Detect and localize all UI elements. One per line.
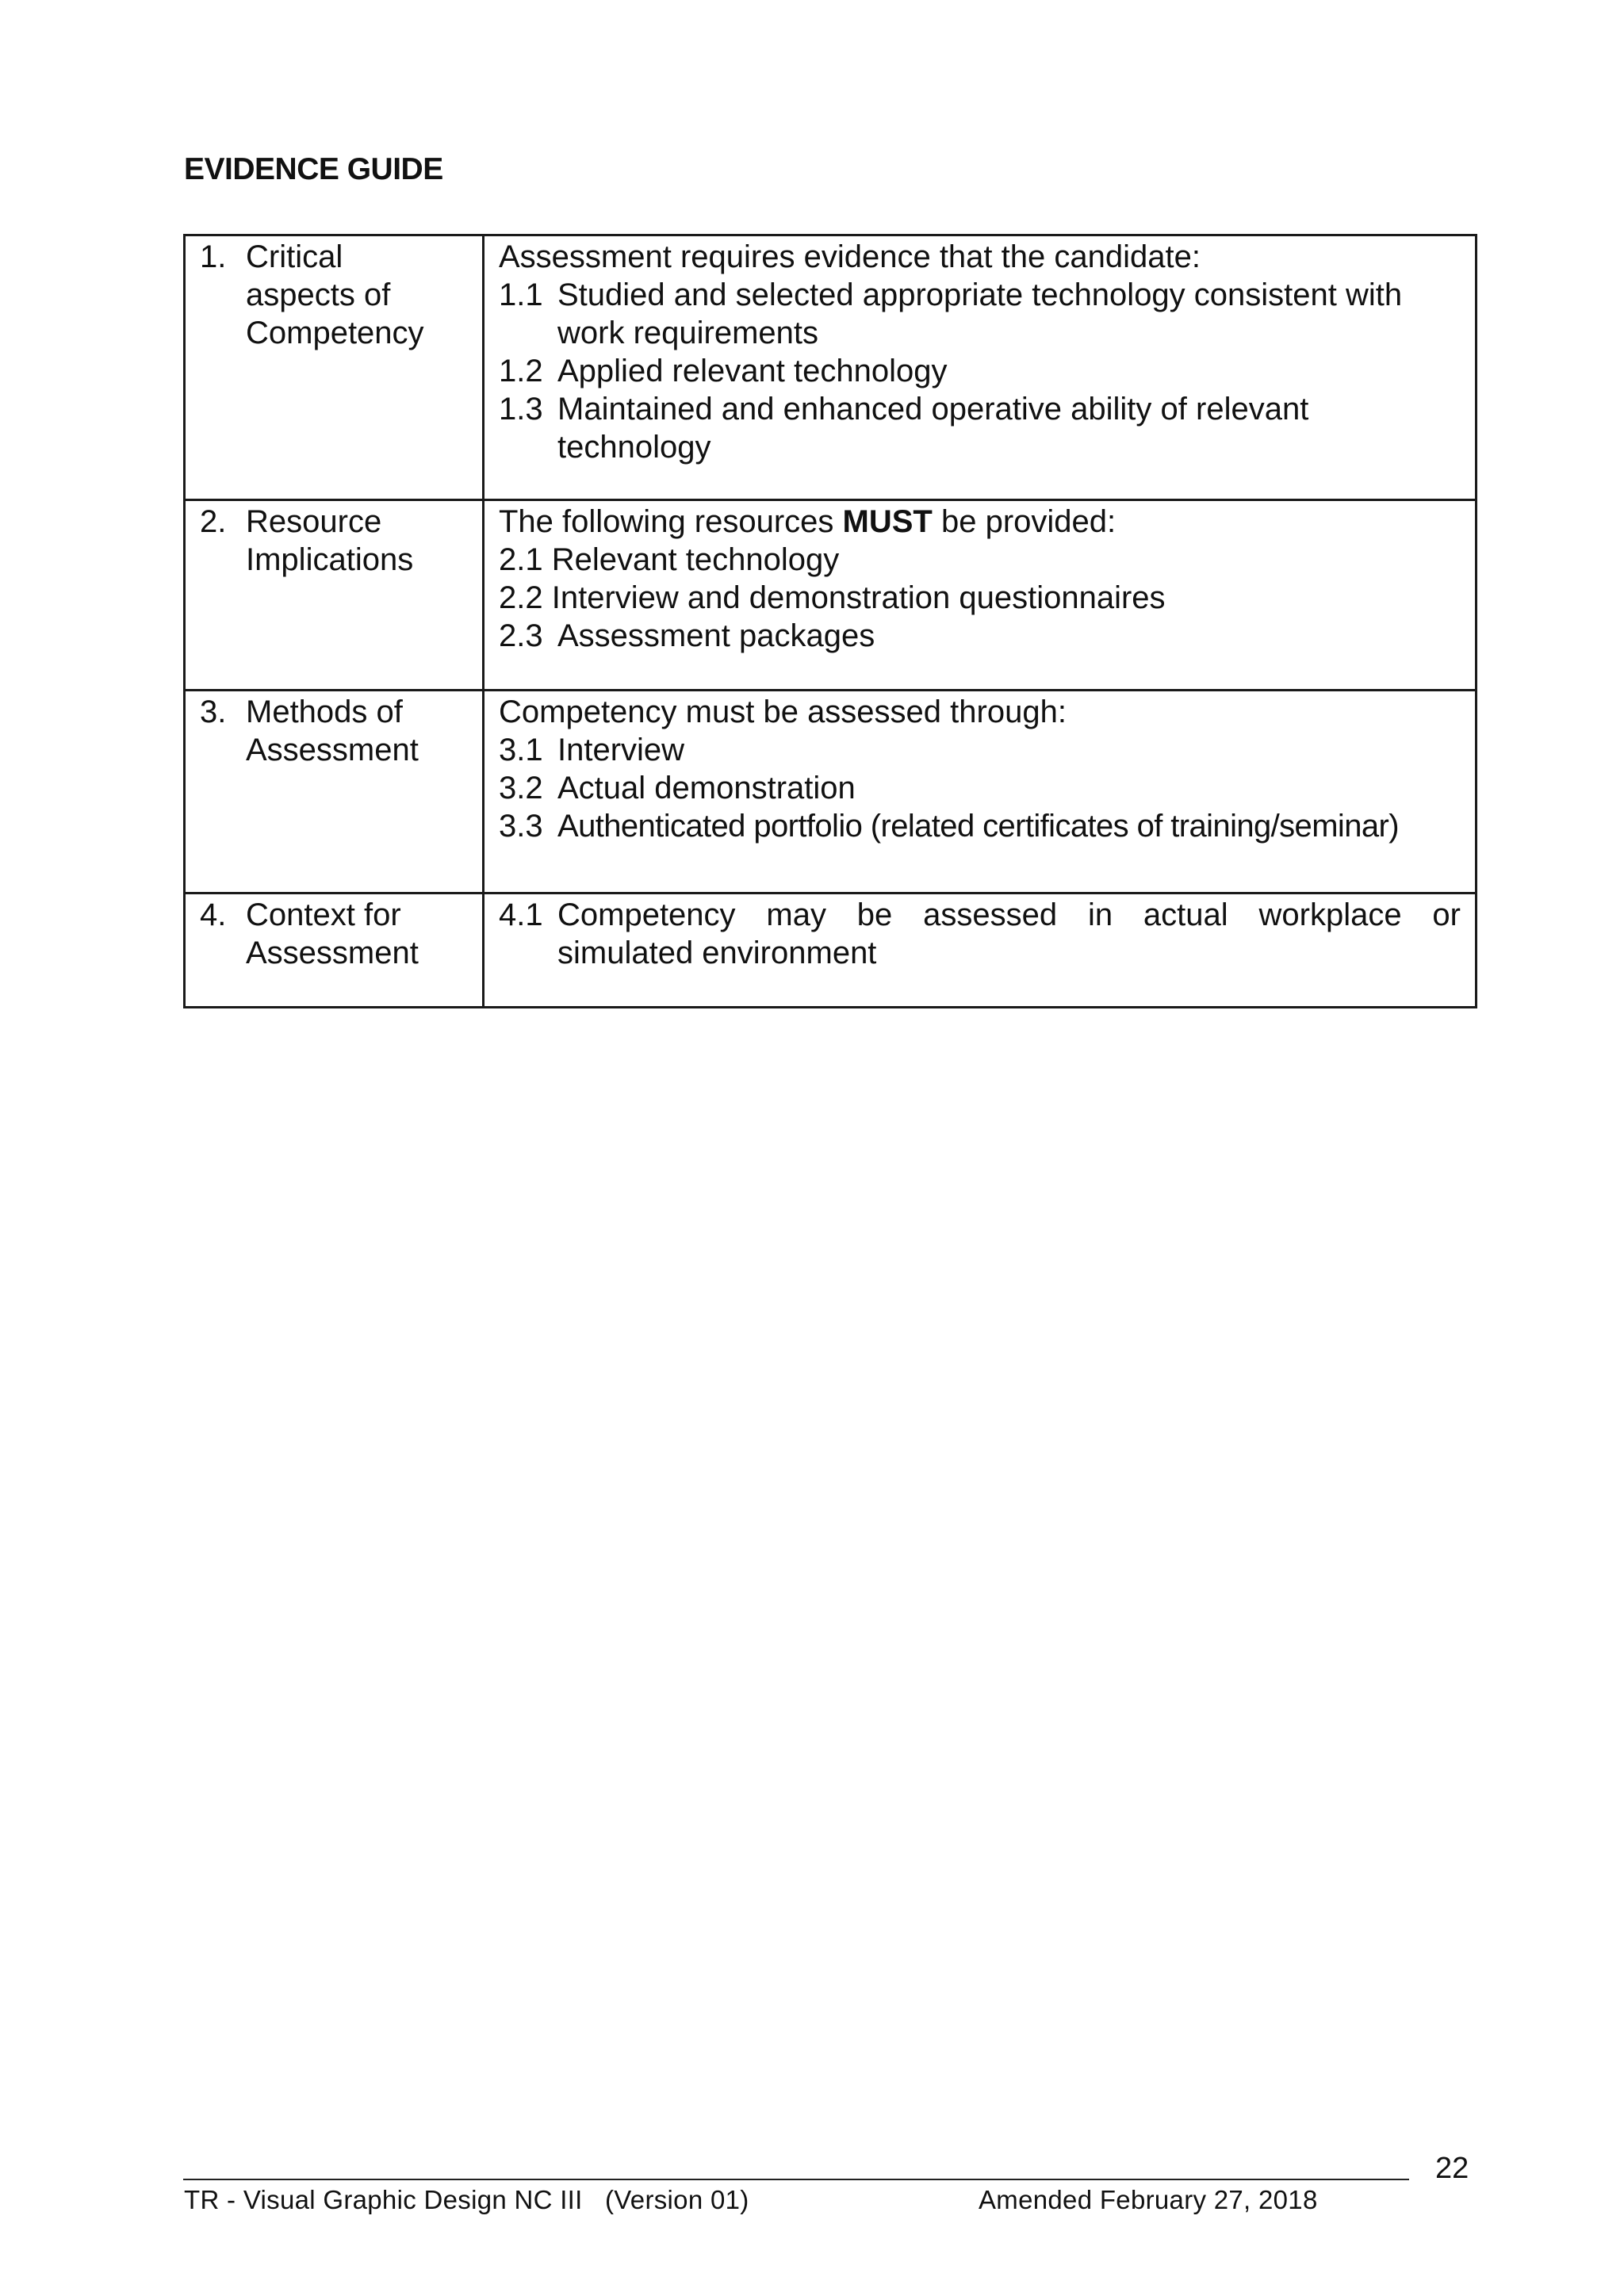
page-number: 22 — [1435, 2152, 1469, 2185]
item-text: Maintained and enhanced operative ability of relevant technology — [557, 392, 1309, 465]
row-label — [185, 500, 484, 691]
row-number: 2. — [200, 504, 227, 539]
footer-document-title: TR - Visual Graphic Design NC III (Version 01) — [184, 2185, 749, 2214]
item-text: Authenticated portfolio (related certificates of training/seminar) — [557, 809, 1399, 844]
list-item — [499, 769, 1461, 807]
item-number: 3.2 — [499, 771, 543, 806]
row-intro: Competency must be assessed through: — [499, 695, 1067, 729]
list-item — [499, 541, 1461, 579]
row-content — [484, 500, 1477, 691]
intro-emphasis: MUST — [842, 504, 933, 539]
item-text: Interview and demonstration questionnaires — [551, 580, 1166, 615]
row-label-text: Assessment — [246, 733, 419, 767]
intro-text: be provided: — [932, 504, 1116, 539]
row-label-text: Critical — [246, 239, 343, 274]
item-number: 1.3 — [499, 392, 543, 427]
row-content — [484, 894, 1477, 1008]
item-number: 3.1 — [499, 733, 543, 767]
footer-amended-date: Amended February 27, 2018 — [979, 2185, 1318, 2214]
row-label-text: Assessment — [246, 936, 419, 970]
list-item — [499, 731, 1461, 769]
row-number: 1. — [200, 239, 227, 274]
row-label-text: Methods of — [246, 695, 403, 729]
list-item — [499, 579, 1461, 617]
row-number: 3. — [200, 695, 227, 729]
item-number: 2.2 — [499, 580, 543, 615]
evidence-guide-table — [183, 234, 1477, 1008]
row-label-text: Context for — [246, 897, 401, 932]
item-number: 1.1 — [499, 277, 543, 312]
item-number: 2.1 — [499, 542, 543, 577]
row-label-text: Competency — [246, 316, 424, 350]
list-item — [499, 390, 1461, 466]
list-item — [499, 352, 1461, 390]
row-content — [484, 235, 1477, 500]
item-text: Assessment packages — [557, 618, 875, 653]
page-title: EVIDENCE GUIDE — [184, 152, 443, 186]
item-text: Interview — [557, 733, 685, 767]
table-row — [185, 691, 1477, 894]
row-label-text: Resource — [246, 504, 382, 539]
table-row — [185, 500, 1477, 691]
table-row — [185, 894, 1477, 1008]
item-text: Actual demonstration — [557, 771, 856, 806]
row-label — [185, 235, 484, 500]
list-item — [499, 896, 1461, 972]
footer-rule — [183, 2179, 1409, 2180]
item-number: 2.3 — [499, 618, 543, 653]
row-number: 4. — [200, 897, 227, 932]
item-number: 1.2 — [499, 354, 543, 388]
item-number: 4.1 — [499, 897, 543, 932]
item-text: simulated environment — [557, 936, 877, 970]
item-text: Competency may be assessed in actual workplace or — [557, 897, 1461, 932]
table-row — [185, 235, 1477, 500]
list-item — [499, 276, 1461, 352]
list-item — [499, 617, 1461, 655]
row-label — [185, 691, 484, 894]
row-intro — [499, 503, 1461, 541]
item-text: Relevant technology — [551, 542, 840, 577]
intro-text: The following resources — [499, 504, 843, 539]
item-text: Applied relevant technology — [557, 354, 948, 388]
item-number: 3.3 — [499, 809, 543, 844]
row-label — [185, 894, 484, 1008]
row-content — [484, 691, 1477, 894]
row-intro: Assessment requires evidence that the candidate: — [499, 239, 1201, 274]
list-item — [499, 807, 1461, 845]
row-label-text: Implications — [246, 542, 414, 577]
row-label-text: aspects of — [246, 277, 391, 312]
item-text-block — [557, 896, 1461, 972]
item-text: Studied and selected appropriate technology consistent with work requirements — [557, 277, 1403, 350]
